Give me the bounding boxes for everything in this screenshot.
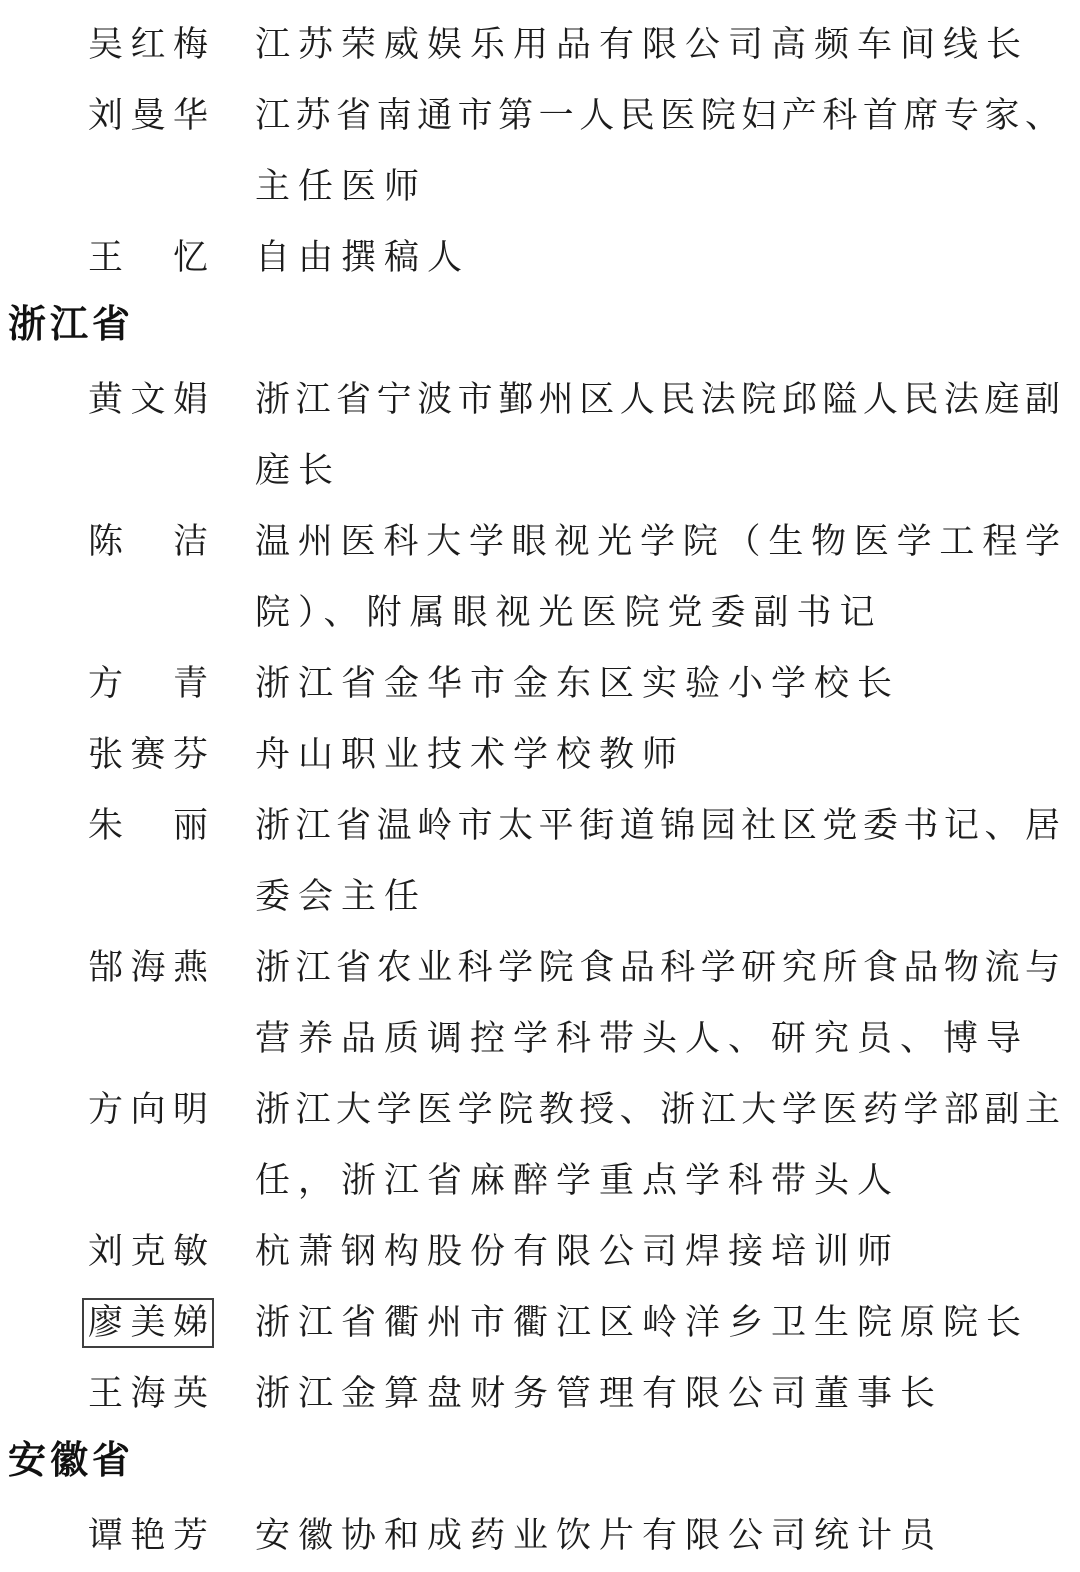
person-title: 浙江省温岭市太平街道锦园社区党委书记、居 [255,806,1060,845]
person-title-continued: 院）、附属眼视光医院党委副书记 [255,593,883,632]
list-item [0,81,1080,152]
person-name: 朱丽 [88,806,208,845]
list-item [0,791,1080,862]
province-header: 安徽省 [8,1440,135,1482]
list-item [0,1501,1080,1572]
person-name: 刘克敏 [88,1232,208,1271]
person-title-continued: 主任医师 [255,167,428,206]
list-item-continuation [0,152,1080,223]
person-title: 自由撰稿人 [255,238,471,277]
list-item-continuation [0,862,1080,933]
person-title: 浙江省衢州市衢江区岭洋乡卫生院原院长 [255,1303,1030,1342]
list-item [0,223,1080,294]
person-title: 浙江大学医学院教授、浙江大学医药学部副主 [255,1090,1060,1129]
person-name: 谭艳芳 [88,1516,208,1555]
list-item-continuation [0,1146,1080,1217]
person-title-continued: 任，浙江省麻醉学重点学科带头人 [255,1161,901,1200]
person-name: 刘曼华 [88,96,208,135]
person-name: 郜海燕 [88,948,208,987]
list-item [0,1217,1080,1288]
person-title: 浙江金算盘财务管理有限公司董事长 [255,1374,944,1413]
person-title: 舟山职业技术学校教师 [255,735,686,774]
person-title: 温州医科大学眼视光学院（生物医学工程学 [255,522,1060,561]
list-item [0,933,1080,1004]
list-item [0,507,1080,578]
person-title: 浙江省农业科学院食品科学研究所食品物流与 [255,948,1060,987]
person-title: 安徽协和成药业饮片有限公司统计员 [255,1516,944,1555]
list-item-continuation [0,578,1080,649]
person-title-continued: 庭长 [255,451,342,490]
list-item [0,1359,1080,1430]
list-item [0,1075,1080,1146]
person-name: 王海英 [88,1374,208,1413]
list-item-continuation [0,436,1080,507]
person-name: 张赛芬 [88,735,208,774]
person-name: 方向明 [88,1090,208,1129]
person-name-boxed: 廖美娣 [88,1303,208,1342]
person-name: 黄文娟 [88,380,208,419]
person-name: 王忆 [88,238,208,277]
list-item [0,1288,1080,1359]
person-title-continued: 委会主任 [255,877,428,916]
list-item [0,649,1080,720]
person-name: 方青 [88,664,208,703]
list-item [0,365,1080,436]
person-name: 陈洁 [88,522,208,561]
list-item-continuation [0,1004,1080,1075]
section-header [0,1430,1080,1501]
person-title-continued: 营养品质调控学科带头人、研究员、博导 [255,1019,1030,1058]
list-item [0,720,1080,791]
section-header [0,294,1080,365]
person-title: 杭萧钢构股份有限公司焊接培训师 [255,1232,901,1271]
person-name: 吴红梅 [88,25,208,64]
person-title: 浙江省宁波市鄞州区人民法院邱隘人民法庭副 [255,380,1060,419]
list-item [0,10,1080,81]
person-title: 江苏省南通市第一人民医院妇产科首席专家、 [255,96,1060,135]
province-header: 浙江省 [8,304,135,346]
person-title: 浙江省金华市金东区实验小学校长 [255,664,901,703]
person-title: 江苏荣威娱乐用品有限公司高频车间线长 [255,25,1030,64]
